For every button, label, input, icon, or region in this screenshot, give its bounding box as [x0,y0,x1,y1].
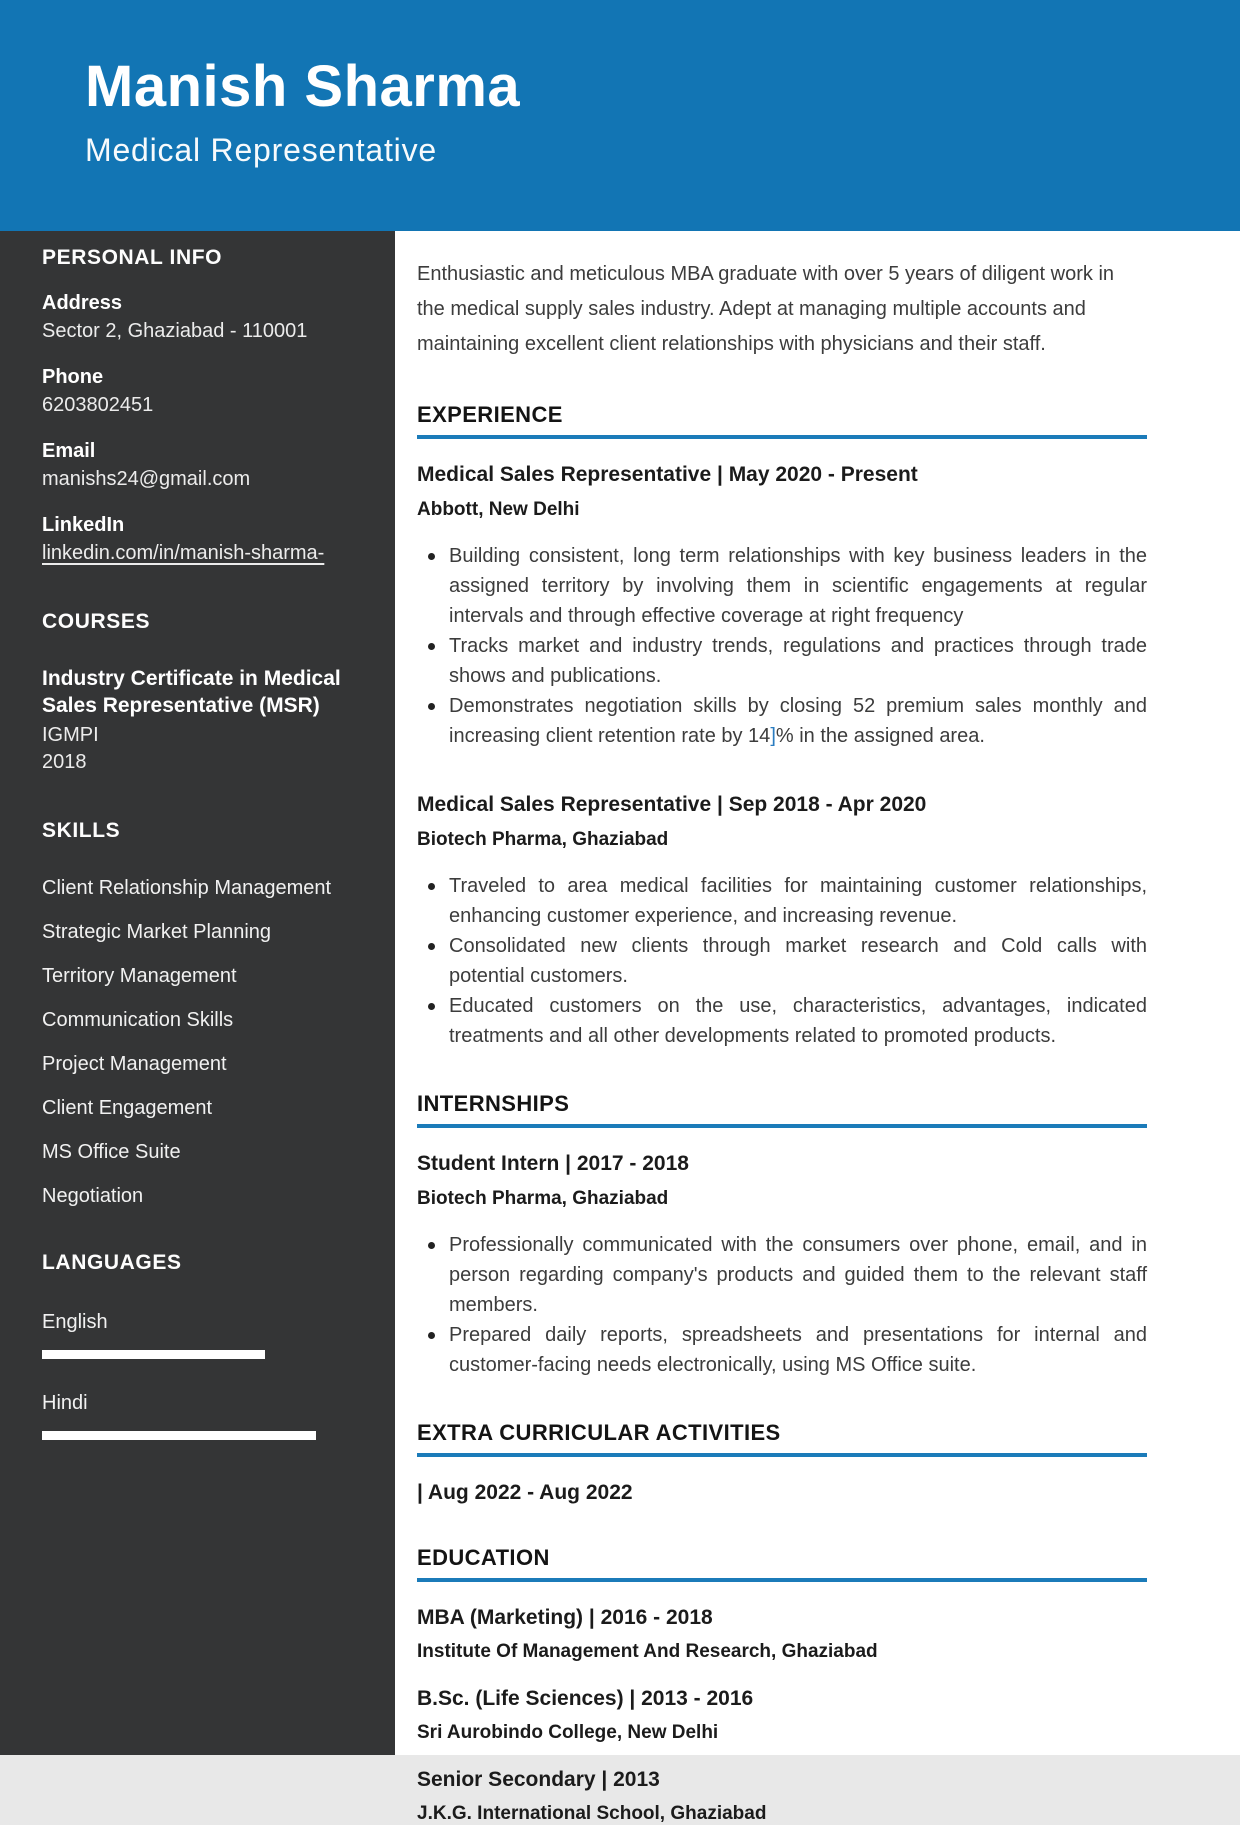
skill-item: Negotiation [42,1185,144,1207]
language-name: English [42,1311,108,1333]
job-title: Medical Sales Representative | May 2020 - Present [417,463,918,486]
courses-section [42,609,361,776]
education-degree: Senior Secondary | 2013 [417,1768,660,1791]
languages-list [42,1310,361,1440]
education-entries [417,1606,1147,1825]
resume-body [0,231,1240,1824]
education-entry [417,1687,1147,1744]
skill-item: Client Engagement [42,1097,213,1119]
job-bullet [417,871,1147,931]
skill-item: Territory Management [42,965,237,987]
job-bullet-list [417,541,1147,751]
language-level-bar [42,1350,265,1359]
bullet-text: Prepared daily reports, spreadsheets and presentations for internal and customer-facing needs electronically, using MS Office suite. [449,1324,1147,1376]
language-item [42,1310,361,1359]
job-bullet-list [417,871,1147,1051]
job-bullet [417,991,1147,1051]
info-label: Address [42,292,123,314]
course-name: Industry Certificate in Medical Sales Representative (MSR) [42,667,341,717]
info-label: Phone [42,366,104,388]
internships-title: INTERNSHIPS [417,1091,1147,1128]
languages-section [42,1250,361,1440]
person-name: Manish Sharma [85,54,521,119]
job-company: Biotech Pharma, Ghaziabad [417,1188,669,1209]
internships-section [417,1091,1147,1380]
personal-info-entries [42,290,361,567]
skill-item: Project Management [42,1053,227,1075]
job-bullet [417,631,1147,691]
skill-item: Strategic Market Planning [42,921,272,943]
job-bullet-list [417,1230,1147,1380]
skill-item: Communication Skills [42,1009,234,1031]
info-value: 6203802451 [42,394,154,416]
course-year: 2018 [42,751,87,773]
linkedin-link[interactable]: linkedin.com/in/manish-sharma- [42,542,325,564]
experience-section [417,402,1147,1051]
bullet-text: Building consistent, long term relationships with key business leaders in the assigned territory by involving them in scientific engagements at regular intervals and through effective coverage at right frequency [449,545,1147,627]
personal-info-entry [42,364,361,419]
education-degree: B.Sc. (Life Sciences) | 2013 - 2016 [417,1687,754,1710]
info-value: manishs24@gmail.com [42,468,251,490]
skill-item: Client Relationship Management [42,877,332,899]
sidebar [0,231,395,1755]
job-bullet [417,1230,1147,1320]
bullet-text: % in the assigned area. [775,725,985,747]
course-organization: IGMPI [42,724,99,746]
person-job-title: Medical Representative [85,131,437,168]
skills-section [42,818,361,1208]
job-bullet [417,691,1147,751]
bullet-text: Consolidated new clients through market research and Cold calls with potential customers. [449,935,1147,987]
personal-info-entry [42,512,361,567]
bullet-text: Tracks market and industry trends, regulations and practices through trade shows and publications. [449,635,1147,687]
education-title: EDUCATION [417,1545,1147,1582]
languages-title: LANGUAGES [42,1251,182,1274]
job-company: Abbott, New Delhi [417,499,580,520]
skill-item: MS Office Suite [42,1141,181,1163]
profile-summary: Enthusiastic and meticulous MBA graduate with over 5 years of diligent work in the medical supply sales industry. Adept at managing multiple accounts and maintaining excellent client relationships with physicians and their staff. [417,263,1115,355]
internship-jobs [417,1152,1147,1380]
accent-text: ] [770,725,776,747]
extra-curricular-title: EXTRA CURRICULAR ACTIVITIES [417,1420,1147,1457]
education-school: Institute Of Management And Research, Ghaziabad [417,1641,878,1662]
main-column [395,231,1240,1824]
education-school: Sri Aurobindo College, New Delhi [417,1722,719,1743]
job-title: Student Intern | 2017 - 2018 [417,1152,689,1175]
job-bullet [417,541,1147,631]
language-name: Hindi [42,1392,88,1414]
job-entry [417,793,1147,1051]
job-bullet [417,931,1147,991]
job-entry [417,1152,1147,1380]
bullet-text: Professionally communicated with the consumers over phone, email, and in person regarding company's products and guided them to the relevant staff members. [449,1234,1147,1316]
education-entry [417,1768,1147,1825]
language-item [42,1391,361,1440]
experience-title: EXPERIENCE [417,402,1147,439]
bullet-text: Educated customers on the use, characteristics, advantages, indicated treatments and all other developments related to promoted products. [449,995,1147,1047]
education-entry [417,1606,1147,1663]
language-level-bar [42,1431,316,1440]
personal-info-entry [42,438,361,493]
job-bullet [417,1320,1147,1380]
info-value: Sector 2, Ghaziabad - 110001 [42,320,308,342]
info-label: LinkedIn [42,514,125,536]
course-item [42,665,361,776]
education-degree: MBA (Marketing) | 2016 - 2018 [417,1606,713,1629]
experience-jobs [417,463,1147,1051]
extra-curricular-entry: | Aug 2022 - Aug 2022 [417,1481,633,1504]
personal-info-title: PERSONAL INFO [42,246,223,269]
skills-list [42,876,361,1208]
courses-title: COURSES [42,610,151,633]
job-company: Biotech Pharma, Ghaziabad [417,829,669,850]
header-banner [0,0,1240,231]
bullet-text: Traveled to area medical facilities for maintaining customer relationships, enhancing customer experience, and increasing revenue. [449,875,1147,927]
bullet-text: Demonstrates negotiation skills by closing 52 premium sales monthly and increasing client retention rate by 14 [449,695,1147,747]
extra-curricular-section [417,1420,1147,1505]
job-entry [417,463,1147,751]
personal-info-section [42,245,361,567]
education-section [417,1545,1147,1825]
courses-list [42,665,361,776]
education-school: J.K.G. International School, Ghaziabad [417,1803,767,1824]
info-label: Email [42,440,96,462]
job-title: Medical Sales Representative | Sep 2018 - Apr 2020 [417,793,927,816]
skills-title: SKILLS [42,819,121,842]
personal-info-entry [42,290,361,345]
